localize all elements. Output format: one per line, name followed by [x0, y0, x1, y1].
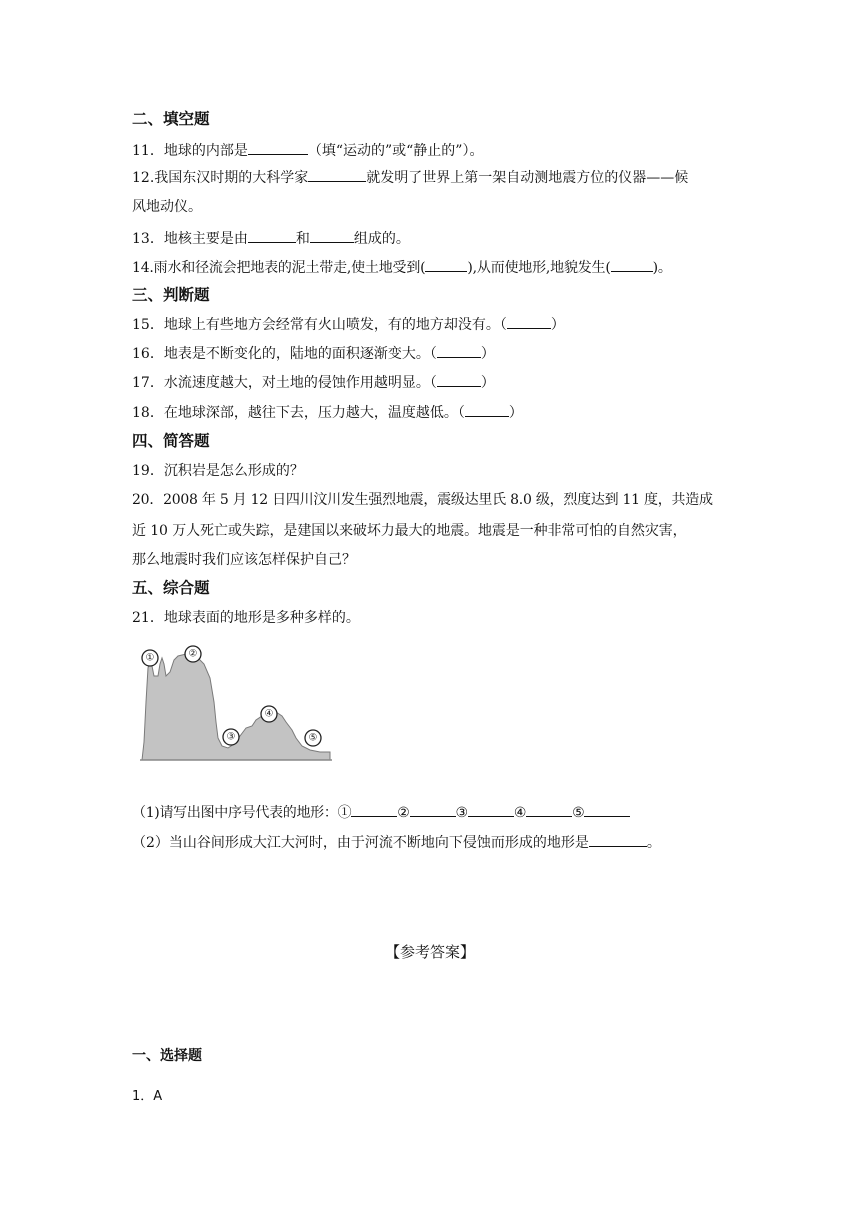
question-18: [132, 402, 523, 423]
q21-blank-1[interactable]: [351, 802, 397, 817]
q13-blank-1[interactable]: [248, 228, 296, 243]
q21-blank-5[interactable]: [584, 802, 630, 817]
q21-sub2-blank[interactable]: [589, 832, 647, 847]
section-heading-short: 四、简答题: [132, 432, 210, 450]
q21-sub2-end: 。: [646, 835, 661, 851]
question-12-cont: 风地动仪。: [132, 199, 202, 215]
section-heading-comp: 五、综合题: [132, 579, 210, 597]
question-16: [132, 343, 495, 364]
q11-blank[interactable]: [248, 140, 308, 155]
q17-text-b: ）: [480, 375, 495, 391]
terrain-silhouette: [142, 654, 330, 760]
q21-blank-3[interactable]: [468, 802, 514, 817]
terrain-label-2: [185, 646, 201, 662]
section-heading-judge: 三、判断题: [132, 286, 210, 304]
answers-title: 【参考答案】: [384, 943, 475, 961]
q12-text-a: 12.我国东汉时期的大科学家: [132, 170, 309, 186]
question-11: [132, 140, 483, 161]
question-13: [132, 228, 410, 249]
q21-num-4: ④: [513, 805, 527, 821]
question-20-line-1: 20．2008 年 5 月 12 日四川汶川发生强烈地震，震级达里氏 8.0 级，烈度达到 11 度，共造成: [132, 492, 713, 508]
question-12: [132, 167, 688, 188]
q13-text-c: 组成的。: [353, 231, 410, 247]
terrain-label-3: [223, 729, 239, 745]
q18-text-a: 18．在地球深部，越往下去，压力越大，温度越低。（: [132, 405, 465, 421]
q21-num-2: ②: [397, 805, 410, 821]
terrain-figure: [136, 642, 336, 764]
question-20-line-2: 近 10 万人死亡或失踪，是建国以来破坏力最大的地震。地震是一种非常可怕的自然灾害，: [132, 523, 687, 539]
question-21: 21．地球表面的地形是多种多样的。: [132, 610, 360, 626]
svg-text:③: ③: [226, 731, 236, 743]
q15-text-a: 15．地球上有些地方会经常有火山喷发，有的地方却没有。（: [132, 317, 507, 333]
svg-text:①: ①: [145, 652, 155, 664]
q18-blank[interactable]: [465, 402, 509, 417]
q13-text-b: 和: [295, 231, 310, 247]
svg-text:⑤: ⑤: [308, 732, 318, 744]
q21-blank-4[interactable]: [526, 802, 572, 817]
terrain-label-1: [142, 650, 158, 666]
section-heading-fill: 二、填空题: [132, 110, 210, 128]
q21-num-5: ⑤: [572, 805, 585, 821]
svg-text:②: ②: [188, 648, 198, 660]
terrain-label-4: [261, 706, 277, 722]
q13-blank-2[interactable]: [310, 228, 354, 243]
question-21-sub-2: [132, 832, 661, 853]
section-heading-choice: 一、选择题: [132, 1048, 202, 1064]
q16-text-a: 16．地表是不断变化的，陆地的面积逐渐变大。（: [132, 346, 437, 362]
q15-blank[interactable]: [507, 314, 551, 329]
question-19: 19．沉积岩是怎么形成的？: [132, 463, 304, 479]
question-20-line-3: 那么地震时我们应该怎样保护自己？: [132, 552, 356, 568]
q14-blank-2[interactable]: [611, 257, 653, 272]
question-14: [132, 257, 672, 278]
q13-text-a: 13．地核主要是由: [132, 231, 248, 247]
terrain-label-5: [305, 730, 321, 746]
q18-text-b: ）: [508, 405, 523, 421]
q14-text-b: ),从而使地形,地貌发生(: [467, 260, 611, 276]
q21-num-1: ①: [337, 805, 352, 821]
q16-text-b: ）: [480, 346, 495, 362]
q14-blank-1[interactable]: [425, 257, 467, 272]
question-21-sub-1: [132, 802, 630, 823]
question-15: [132, 314, 565, 335]
q21-sub1-text: （1)请写出图中序号代表的地形：: [132, 805, 338, 821]
svg-text:④: ④: [264, 708, 274, 720]
answer-1: 1．A: [132, 1089, 163, 1104]
q21-blank-2[interactable]: [410, 802, 456, 817]
q14-text-a: 14.雨水和径流会把地表的泥土带走,使土地受到(: [132, 260, 426, 276]
q17-blank[interactable]: [437, 372, 481, 387]
q21-num-3: ③: [455, 805, 468, 821]
q17-text-a: 17．水流速度越大，对土地的侵蚀作用越明显。（: [132, 375, 437, 391]
q12-text-b: 就发明了世界上第一架自动测地震方位的仪器——候: [366, 170, 689, 186]
q21-sub2-text: （2）当山谷间形成大江大河时，由于河流不断地向下侵蚀而形成的地形是: [132, 835, 589, 851]
q15-text-b: ）: [550, 317, 565, 333]
q12-blank[interactable]: [308, 167, 366, 182]
q11-text-a: 11．地球的内部是: [132, 143, 248, 159]
q14-text-c: )。: [652, 260, 672, 276]
q11-text-b: （填“运动的”或“静止的”）。: [307, 143, 484, 159]
question-17: [132, 372, 495, 393]
q16-blank[interactable]: [437, 343, 481, 358]
